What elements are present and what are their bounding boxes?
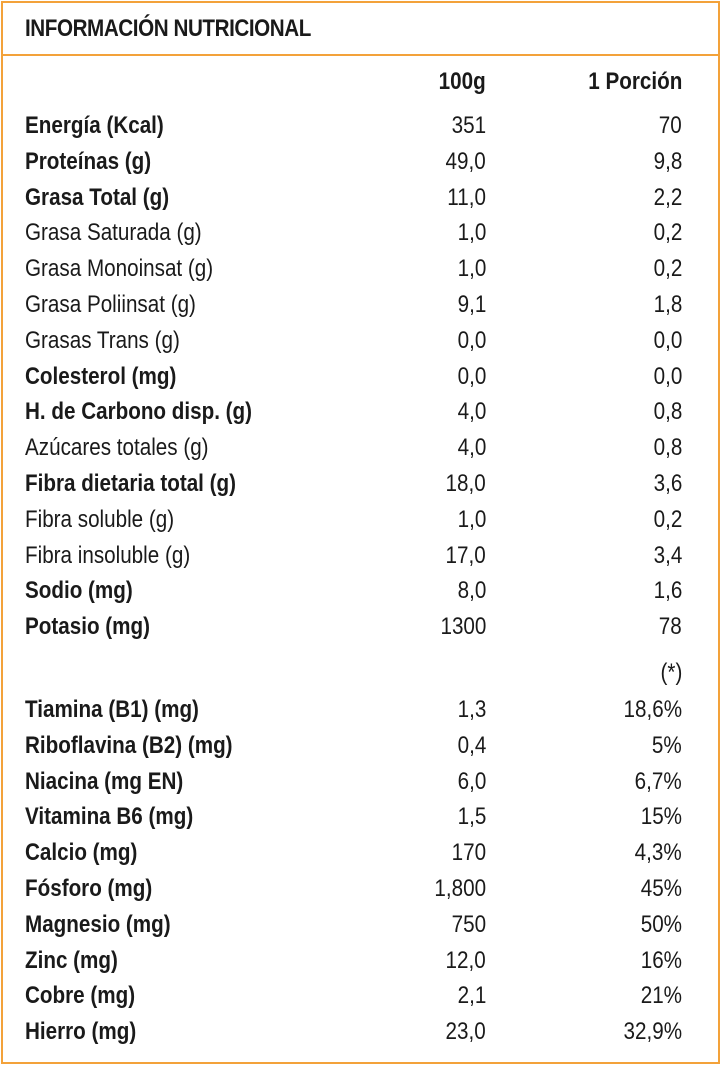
value-per-100g: 1,800 bbox=[434, 875, 486, 902]
value-per-100g: 6,0 bbox=[457, 767, 486, 795]
title-bar bbox=[3, 3, 718, 56]
table-row bbox=[3, 181, 718, 215]
table-row bbox=[3, 360, 718, 394]
value-per-100g: 23,0 bbox=[445, 1018, 486, 1046]
value-per-portion: 3,4 bbox=[653, 541, 682, 569]
table-row bbox=[3, 216, 718, 250]
nutrient-label: Fósforo (mg) bbox=[25, 875, 153, 902]
value-per-100g: 170 bbox=[451, 839, 486, 867]
value-per-100g: 1,5 bbox=[457, 803, 486, 831]
nutrient-label: Calcio (mg) bbox=[25, 839, 138, 867]
value-per-portion: 2,2 bbox=[653, 183, 682, 211]
value-per-100g: 18,0 bbox=[445, 470, 486, 497]
table-row bbox=[3, 1015, 718, 1049]
table-row bbox=[3, 109, 718, 143]
table-row bbox=[3, 693, 718, 727]
table-row bbox=[3, 467, 718, 501]
table-row bbox=[3, 539, 718, 573]
table-row bbox=[3, 503, 718, 537]
nutrient-label: Grasa Monoinsat (g) bbox=[25, 255, 214, 283]
value-per-100g: 0,4 bbox=[457, 731, 486, 759]
table-row bbox=[3, 288, 718, 322]
value-per-portion: 70 bbox=[659, 112, 682, 139]
value-per-100g: 8,0 bbox=[457, 577, 486, 605]
value-per-portion: 15% bbox=[640, 803, 682, 831]
value-per-portion: 21% bbox=[640, 982, 682, 1010]
nutrient-label: Fibra dietaria total (g) bbox=[25, 470, 237, 497]
nutrient-label: Tiamina (B1) (mg) bbox=[25, 696, 199, 723]
nutrient-label: Grasa Saturada (g) bbox=[25, 219, 202, 247]
table-row bbox=[3, 765, 718, 799]
value-per-portion: 0,2 bbox=[653, 219, 682, 247]
panel-title: INFORMACIÓN NUTRICIONAL bbox=[25, 15, 311, 42]
nutrient-label: Riboflavina (B2) (mg) bbox=[25, 731, 233, 759]
table-row bbox=[3, 729, 718, 763]
value-per-portion: 1,8 bbox=[653, 291, 682, 318]
nutrient-label: Proteínas (g) bbox=[25, 147, 152, 175]
value-per-100g: 2,1 bbox=[457, 982, 486, 1010]
nutrient-label: Potasio (mg) bbox=[25, 613, 150, 641]
nutrient-label: Colesterol (mg) bbox=[25, 362, 177, 390]
value-per-portion: 45% bbox=[640, 875, 682, 902]
nutrient-label: Grasas Trans (g) bbox=[25, 326, 180, 354]
nutrient-label: Fibra insoluble (g) bbox=[25, 541, 191, 569]
nutrient-label: Azúcares totales (g) bbox=[25, 434, 209, 462]
nutrient-label: Grasa Poliinsat (g) bbox=[25, 291, 196, 318]
column-header-portion: 1 Porción bbox=[587, 68, 682, 95]
value-per-100g: 1,0 bbox=[457, 219, 486, 247]
value-per-portion: 32,9% bbox=[623, 1018, 682, 1046]
nutrient-label: Magnesio (mg) bbox=[25, 910, 171, 938]
value-per-portion: 6,7% bbox=[634, 767, 682, 795]
value-per-100g: 1,0 bbox=[457, 255, 486, 283]
nutrient-label: Hierro (mg) bbox=[25, 1018, 137, 1046]
nutrient-label: Grasa Total (g) bbox=[25, 183, 170, 211]
value-per-100g: 0,0 bbox=[457, 362, 486, 390]
table-row bbox=[3, 872, 718, 906]
value-per-100g: 0,0 bbox=[457, 326, 486, 354]
table-row bbox=[3, 324, 718, 358]
nutrient-label: Sodio (mg) bbox=[25, 577, 133, 605]
nutrient-label: Fibra soluble (g) bbox=[25, 505, 175, 533]
table-row bbox=[3, 395, 718, 429]
value-per-100g: 17,0 bbox=[445, 541, 486, 569]
table-row bbox=[3, 979, 718, 1013]
table-row bbox=[3, 908, 718, 942]
table-row bbox=[3, 145, 718, 179]
nutrition-facts-panel bbox=[1, 1, 720, 1064]
table-row bbox=[3, 574, 718, 608]
nutrient-label: Vitamina B6 (mg) bbox=[25, 803, 194, 831]
value-per-portion: 16% bbox=[640, 946, 682, 974]
value-per-100g: 1300 bbox=[440, 613, 486, 641]
value-per-portion: 1,6 bbox=[653, 577, 682, 605]
value-per-100g: 1,0 bbox=[457, 505, 486, 533]
nutrient-label: Niacina (mg EN) bbox=[25, 767, 184, 795]
nutrient-label: Zinc (mg) bbox=[25, 946, 118, 974]
value-per-portion: 18,6% bbox=[623, 696, 682, 723]
value-per-100g: 12,0 bbox=[445, 946, 486, 974]
table-row bbox=[3, 944, 718, 978]
value-per-100g: 49,0 bbox=[445, 147, 486, 175]
value-per-portion: 3,6 bbox=[653, 470, 682, 497]
table-row bbox=[3, 610, 718, 644]
value-per-portion: 0,0 bbox=[653, 326, 682, 354]
column-header-100g: 100g bbox=[438, 68, 486, 95]
value-per-portion: 0,2 bbox=[653, 505, 682, 533]
column-header-row bbox=[3, 65, 718, 99]
value-per-portion: 4,3% bbox=[634, 839, 682, 867]
nutrient-label: H. de Carbono disp. (g) bbox=[25, 398, 253, 426]
nutrient-label: Energía (Kcal) bbox=[25, 112, 164, 139]
value-per-100g: 9,1 bbox=[457, 291, 486, 318]
nutrient-label: Cobre (mg) bbox=[25, 982, 136, 1010]
table-row bbox=[3, 800, 718, 834]
value-per-portion: 9,8 bbox=[653, 147, 682, 175]
value-per-100g: 351 bbox=[451, 112, 486, 139]
table-row bbox=[3, 252, 718, 286]
table-row bbox=[3, 836, 718, 870]
value-per-portion: 5% bbox=[652, 731, 682, 759]
value-per-100g: 750 bbox=[451, 910, 486, 938]
value-per-portion: 78 bbox=[659, 613, 682, 641]
value-per-portion: 0,0 bbox=[653, 362, 682, 390]
value-per-portion: 0,2 bbox=[653, 255, 682, 283]
value-per-100g: 11,0 bbox=[447, 183, 486, 211]
value-per-portion: 0,8 bbox=[653, 398, 682, 426]
footnote-row bbox=[3, 656, 718, 690]
value-per-portion: 0,8 bbox=[653, 434, 682, 462]
table-row bbox=[3, 431, 718, 465]
value-per-100g: 4,0 bbox=[457, 398, 486, 426]
value-per-portion: 50% bbox=[640, 910, 682, 938]
value-per-100g: 1,3 bbox=[457, 696, 486, 723]
footnote-mark: (*) bbox=[660, 659, 682, 686]
value-per-100g: 4,0 bbox=[457, 434, 486, 462]
